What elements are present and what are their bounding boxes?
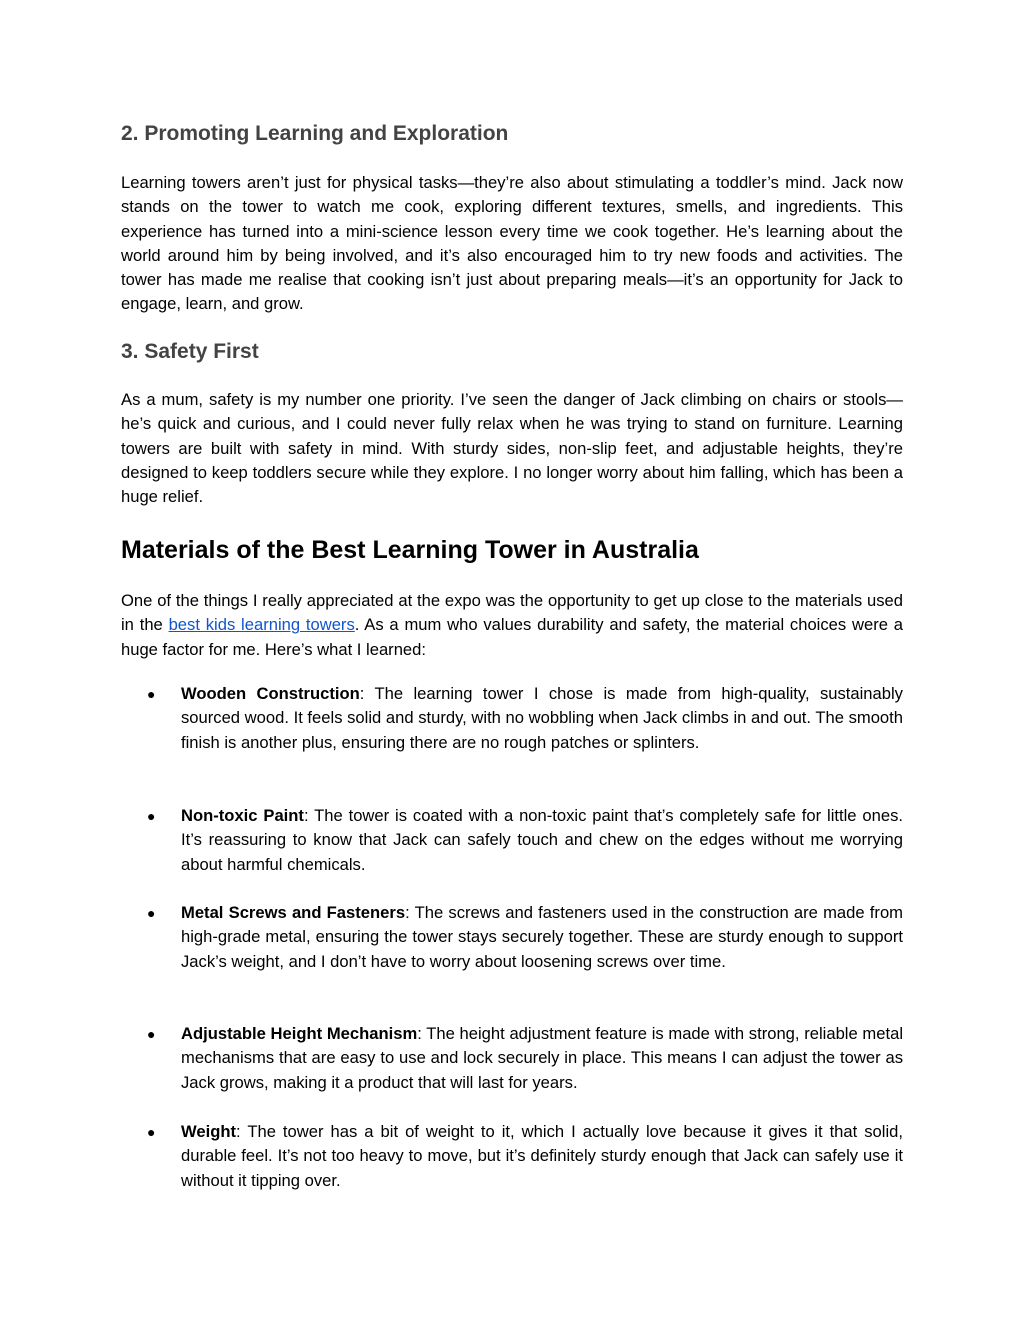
materials-heading: Materials of the Best Learning Tower in Australia bbox=[121, 536, 699, 564]
list-item-text bbox=[181, 682, 903, 755]
list-item-title: Weight bbox=[181, 1122, 236, 1141]
list-item-text bbox=[181, 804, 903, 877]
list-item-body: : The height adjustment feature is made with strong, reliable metal mechanisms that are easy to use and lock securely in place. This means I can adjust the tower as Jack grows, making it a product that will last for years. bbox=[181, 1024, 904, 1092]
list-item-text bbox=[181, 901, 903, 974]
list-item-title: Adjustable Height Mechanism bbox=[181, 1024, 418, 1043]
bullet-icon: ● bbox=[147, 1026, 156, 1042]
materials-intro-after-link: . As a mum who values durability and safety, the material choices were a huge factor for me. Here’s what I learned: bbox=[121, 615, 903, 659]
list-item-body: : The screws and fasteners used in the construction are made from high-grade metal, ensuring the tower stays securely together. These are sturdy enough to support Jack’s weight, and I don’t have to worry about loosening screws over time. bbox=[181, 903, 903, 971]
list-item-title: Wooden Construction bbox=[181, 684, 360, 703]
list-item-text bbox=[181, 1022, 903, 1095]
bullet-icon: ● bbox=[147, 686, 156, 702]
list-item-body: : The tower is coated with a non-toxic paint that’s completely safe for little ones. It’s reassuring to know that Jack can safely touch and chew on the edges without me worrying about harmful chemicals. bbox=[181, 806, 903, 874]
bullet-icon: ● bbox=[147, 905, 156, 921]
list-item-text bbox=[181, 1120, 903, 1193]
list-item-body: : The learning tower I chose is made from high-quality, sustainably sourced wood. It feels solid and sturdy, with no wobbling when Jack climbs in and out. The smooth finish is another plus, ensuring there are no rough patches or splinters. bbox=[181, 684, 903, 752]
section-paragraph-promoting-learning: Learning towers aren’t just for physical tasks—they’re also about stimulating a toddler’s mind. Jack now stands on the tower to watch me cook, exploring different textures, smells, and ingredients. This experience has turned into a mini-science lesson every time we cook together. He’s learning about the world around him by being involved, and it’s also encouraged him to try new foods and activities. The tower has made me realise that cooking isn’t just about preparing meals—it’s an opportunity for Jack to engage, learn, and grow. bbox=[121, 173, 903, 314]
section-heading-promoting-learning: 2. Promoting Learning and Exploration bbox=[121, 122, 509, 145]
list-item-title: Non-toxic Paint bbox=[181, 806, 304, 825]
materials-intro-paragraph bbox=[121, 589, 903, 662]
section-paragraph-safety-first: As a mum, safety is my number one priority. I’ve seen the danger of Jack climbing on chairs or stools—he’s quick and curious, and I could never fully relax when he was trying to stand on furniture. Learning towers are built with safety in mind. With sturdy sides, non-slip feet, and adjustable heights, they’re designed to keep toddlers secure while they explore. I no longer worry about him falling, which has been a huge relief. bbox=[121, 390, 903, 507]
best-kids-learning-towers-link[interactable]: best kids learning towers bbox=[168, 615, 355, 635]
section-heading-safety-first: 3. Safety First bbox=[121, 340, 259, 363]
list-item-body: : The tower has a bit of weight to it, which I actually love because it gives it that solid, durable feel. It’s not too heavy to move, but it’s definitely sturdy enough that Jack can safely use it without it tipping over. bbox=[181, 1122, 903, 1190]
list-item-title: Metal Screws and Fasteners bbox=[181, 903, 406, 922]
bullet-icon: ● bbox=[147, 808, 156, 824]
materials-intro-before-link: One of the things I really appreciated at the expo was the opportunity to get up close to the materials used in the bbox=[121, 591, 903, 635]
bullet-icon: ● bbox=[147, 1124, 156, 1140]
